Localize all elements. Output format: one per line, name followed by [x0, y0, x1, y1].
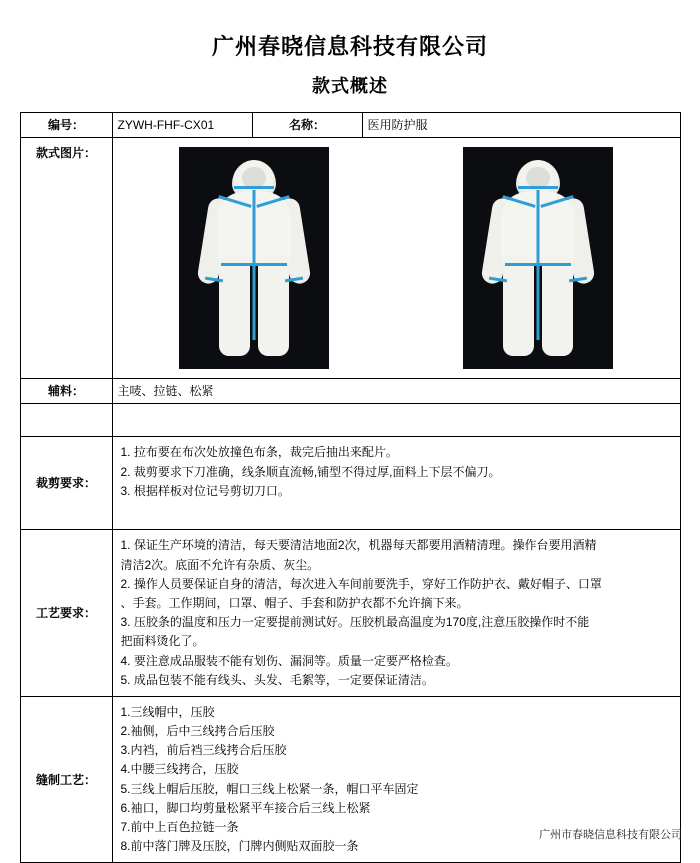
process-line-5: 3. 压胶条的温度和压力一定要提前测试好。压胶机最高温度为170度,注意压胶操作时不能: [120, 615, 590, 630]
table-row-cutting: [20, 437, 680, 530]
materials-label: 辅料：: [20, 379, 112, 404]
sewing-line-1: 1.三线帽中，压胶: [120, 704, 215, 719]
sewing-line-5: 5.三线上帽后压胶，帽口三线上松紧一条，帽口平车固定: [120, 781, 419, 796]
spacer-label-cell: [20, 404, 112, 437]
materials-value: 主唛、拉链、松紧: [112, 379, 680, 404]
name-label: 名称：: [252, 113, 362, 138]
spacer-value-cell: [112, 404, 680, 437]
right-leg-back: [542, 256, 573, 356]
photo-gallery: [113, 146, 680, 371]
right-leg: [258, 256, 289, 356]
hood-seam-tape-back: [518, 186, 558, 189]
table-row-materials: [20, 379, 680, 404]
sewing-line-8: 8.前中落门牌及压胶，门牌内侧贴双面胶一条: [120, 839, 359, 854]
sewing-line-6: 6.袖口，脚口均剪量松紧平车接合后三线上松紧: [120, 800, 371, 815]
footer-company: 广州市春晓信息科技有限公司: [539, 829, 682, 841]
code-label: 编号：: [20, 113, 112, 138]
company-title: 广州春晓信息科技有限公司: [211, 34, 488, 59]
protective-suit-illustration-back: [486, 160, 590, 356]
sewing-line-7: 7.前中上百色拉链一条: [120, 820, 239, 835]
left-leg: [219, 256, 250, 356]
waist-tape: [221, 263, 287, 266]
cutting-line-2: 2. 裁剪要求下刀准确，线条顺直流畅,铺型不得过厚,面料上下层不偏刀。: [120, 464, 501, 479]
cutting-label: 裁剪要求：: [20, 437, 112, 530]
suit-photo-back: [463, 147, 613, 369]
suit-photo-front: [179, 147, 329, 369]
title-block: [0, 0, 700, 98]
cutting-content: [112, 437, 680, 530]
process-line-1: 1. 保证生产环境的清洁，每天要清洁地面2次，机器每天都要用酒精清理。操作台要用酒精: [120, 538, 597, 553]
process-label: 工艺要求：: [20, 530, 112, 697]
waist-tape-back: [505, 263, 571, 266]
code-value: ZYWH-FHF-CX01: [112, 113, 252, 138]
images-cell: [112, 138, 680, 379]
sewing-line-2: 2.袖侧，后中三线拷合后压胶: [120, 724, 275, 739]
process-line-6: 把面料烫化了。: [120, 634, 205, 649]
process-line-3: 2. 操作人员要保证自身的清洁，每次进入车间前要洗手，穿好工作防护衣、戴好帽子、口罩: [120, 576, 602, 591]
cutting-line-3: 3. 根据样板对位记号剪切刀口。: [120, 483, 290, 498]
cutting-line-1: 1. 拉布要在布次处放撞色布条，裁完后抽出来配片。: [120, 445, 398, 460]
sewing-label: 缝制工艺：: [20, 696, 112, 863]
process-line-7: 4. 要注意成品服装不能有划伤、漏洞等。质量一定要严格检查。: [120, 653, 458, 668]
hood-seam-tape: [234, 186, 274, 189]
name-value: 医用防护服: [362, 113, 680, 138]
sewing-line-3: 3.内裆，前后裆三线拷合后压胶: [120, 743, 287, 758]
sewing-line-4: 4.中腰三线拷合，压胶: [120, 762, 239, 777]
table-row-code: [20, 113, 680, 138]
left-leg-back: [503, 256, 534, 356]
process-line-8: 5. 成品包装不能有线头、头发、毛絮等，一定要保证清洁。: [120, 672, 434, 687]
table-row-images: [20, 138, 680, 379]
process-line-2: 清洁2次。底面不允许有杂质、灰尘。: [120, 557, 320, 572]
process-line-4: 、手套。工作期间，口罩、帽子、手套和防护衣都不允许摘下来。: [120, 595, 469, 610]
document-subtitle: 款式概述: [312, 76, 388, 97]
table-row-process: [20, 530, 680, 697]
images-label: 款式图片：: [20, 138, 112, 379]
spec-table: [20, 112, 681, 863]
protective-suit-illustration: [202, 160, 306, 356]
table-row-spacer: [20, 404, 680, 437]
process-content: [112, 530, 680, 697]
